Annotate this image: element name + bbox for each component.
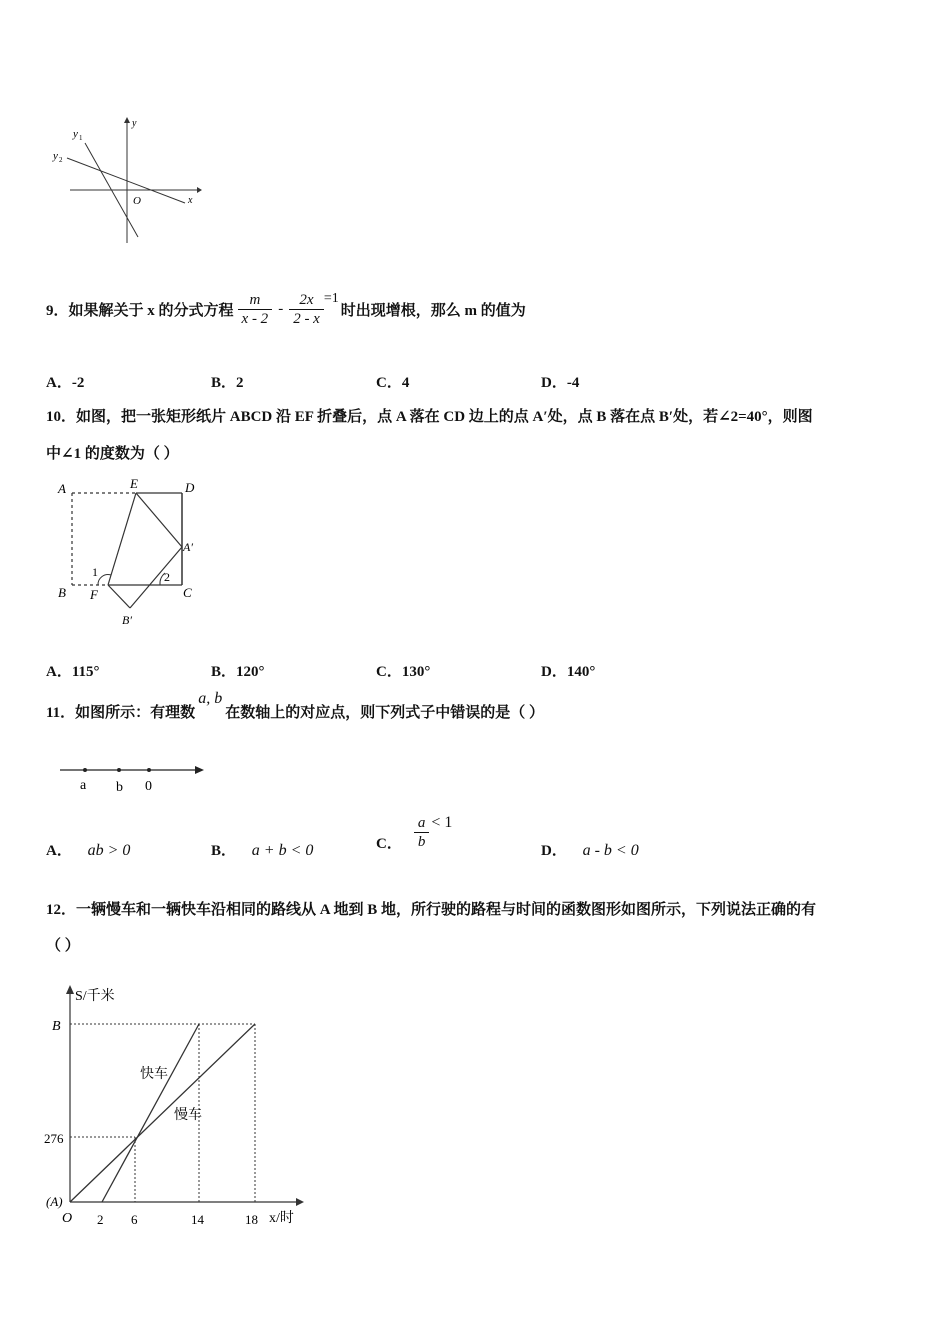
q9-frac2-num: 2x (289, 291, 324, 310)
q12-line-1: 12．一辆慢车和一辆快车沿相同的路线从 A 地到 B 地，所行驶的路程与时间的函数图形如图所示，下列说法正确的有 (46, 902, 817, 918)
q9-equals: =1 (323, 291, 339, 306)
q9-option-a[interactable]: A．-2 (46, 375, 85, 391)
q9-minus: - (278, 300, 284, 317)
angle-1-label: 1 (92, 565, 98, 579)
x-tick-6: 6 (131, 1212, 138, 1227)
angle-2-label: 2 (164, 570, 170, 584)
label-B-prime: B′ (122, 613, 132, 625)
label-D: D (185, 480, 195, 495)
q9-text-after: 时出现增根，那么 m 的值为 (340, 302, 526, 319)
label-F: F (90, 587, 98, 602)
q10-option-d[interactable]: D．140° (541, 664, 596, 680)
origin-label: O (62, 1211, 73, 1226)
a-label: (A) (46, 1194, 63, 1209)
b-label: B (52, 1019, 61, 1034)
x-tick-2: 2 (97, 1212, 104, 1227)
label-A: A (58, 481, 66, 496)
y-axis-label: S/千米 (75, 989, 115, 1004)
q9-frac2-den: 2 - x (293, 310, 320, 327)
question-11 (46, 690, 544, 728)
slow-car-label: 慢车 (174, 1108, 202, 1123)
q11-suffix: 在数轴上的对应点，则下列式子中错误的是（ ） (225, 704, 544, 721)
q11-option-a[interactable]: A． ab > 0 (46, 842, 131, 859)
q9-text-before: 如果解关于 x 的分式方程 (68, 302, 234, 319)
label-A-prime: A′ (183, 540, 193, 554)
question-9 (46, 285, 526, 333)
q9-frac1-den: x - 2 (241, 310, 269, 327)
origin-label: O (133, 195, 141, 207)
x-axis-label: x (188, 195, 193, 206)
distance-time-graph-q12 (40, 980, 310, 1235)
y2-sub: 2 (59, 156, 63, 164)
q9-option-b[interactable]: B．2 (211, 375, 244, 391)
y2-label: y (53, 150, 58, 162)
276-label: 276 (44, 1131, 64, 1146)
folded-rectangle-figure-q10 (50, 475, 210, 625)
number-line-q11 (55, 758, 215, 798)
q9-number: 9． (46, 302, 69, 319)
fast-car-label: 快车 (140, 1067, 168, 1082)
q11-vars: a, b (198, 690, 223, 707)
point-b-label: b (116, 780, 123, 795)
x-axis-label: x/时 (269, 1211, 294, 1226)
y1-label: y (73, 128, 78, 140)
q9-option-c[interactable]: C．4 (376, 375, 410, 391)
q11-option-b[interactable]: B． a + b < 0 (211, 842, 314, 859)
q10-option-c[interactable]: C．130° (376, 664, 431, 680)
q10-line-2: 中∠1 的度数为（ ） (46, 446, 179, 462)
q9-option-d[interactable]: D．-4 (541, 375, 580, 391)
label-E: E (130, 476, 138, 491)
q11-option-c[interactable]: C． $\frac{a}{b}$ < 1 (376, 813, 453, 852)
coordinate-graph-q8 (45, 113, 205, 248)
x-tick-18: 18 (245, 1212, 258, 1227)
q12-line-2: （ ） (46, 938, 80, 954)
zero-label: 0 (145, 779, 152, 794)
q10-option-b[interactable]: B．120° (211, 664, 265, 680)
label-B: B (58, 585, 66, 600)
y1-sub: 1 (79, 134, 83, 142)
q11-option-d[interactable]: D． a - b < 0 (541, 842, 639, 859)
x-tick-14: 14 (191, 1212, 204, 1227)
label-C: C (183, 585, 192, 600)
q10-option-a[interactable]: A．115° (46, 664, 100, 680)
point-a-label: a (80, 778, 87, 793)
q11-prefix: 11．如图所示：有理数 (46, 704, 196, 721)
q9-fraction-1 (238, 291, 273, 328)
q10-line-1: 10．如图，把一张矩形纸片 ABCD 沿 EF 折叠后，点 A 落在 CD 边上的点 A′处，点 B 落在点 B′处，若∠2=40°，则图 (46, 409, 813, 425)
y-axis-label: y (132, 118, 137, 129)
q11-c-fraction: $\frac{a}{b}$ (414, 814, 430, 851)
q9-fraction-2 (289, 291, 324, 328)
q9-frac1-num: m (238, 291, 273, 310)
slow-car-line (70, 1024, 255, 1202)
